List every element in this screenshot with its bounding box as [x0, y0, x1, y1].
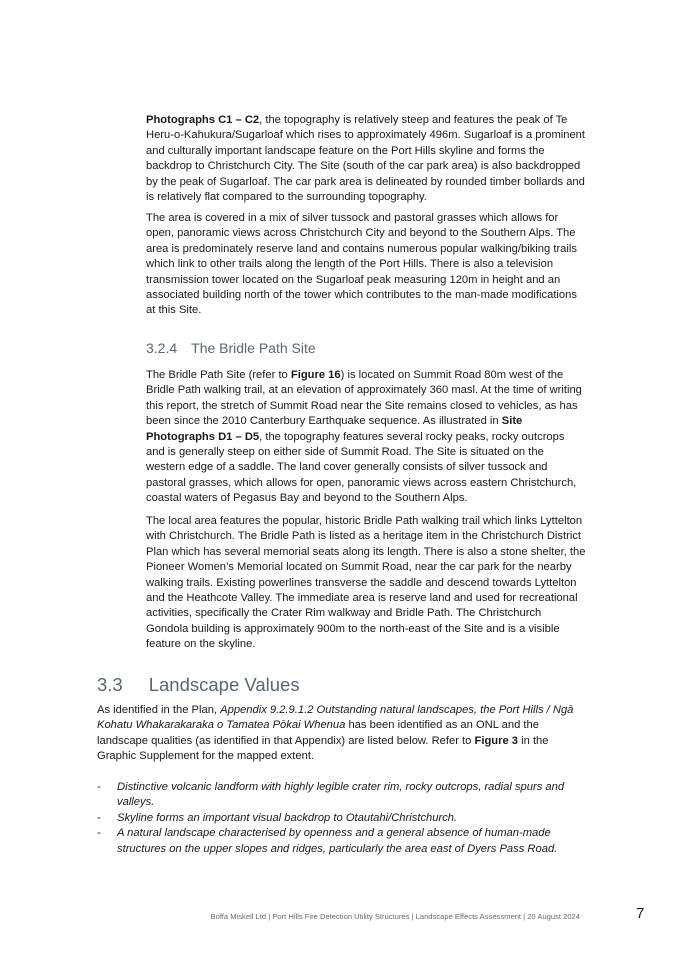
bold-ref: Figure 3 — [474, 734, 519, 747]
list-item — [97, 780, 587, 811]
paragraph-text: , the topography features several rocky peaks, rocky outcrops and is generally steep on either side of Summit Road. The Site is situated on the western edge of a saddle. The land cover generally consists of silver tussock and pastoral grasses, which allows for open, panoramic views across eastern Christchurch, coastal waters of Pegasus Bay and beyond to the Southern Alps. — [146, 430, 577, 505]
italic-ref: Appendix 9.2.9.1.2 Outstanding natural landscapes, the Port Hills / Ngā Kohatu Whakarakaraka o Tamatea Pōkai Whenua — [97, 704, 574, 732]
paragraph-text: , the topography is relatively steep and features the peak of Te Heru-o-Kahukura/Sugarloaf which rises to approximately 496m. Sugarloaf is a prominent and culturally important landscape feature on the Port Hills skyline and forms the backdrop to Christchurch City. The Site (south of the car park area) is also backdropped by the peak of Sugarloaf. The car park area is delineated by rounded timber bollards and is relatively flat compared to the surrounding topography. — [146, 114, 586, 204]
bullet-dash: - — [97, 781, 101, 793]
paragraph-text: in the Graphic Supplement for the mapped extent. — [97, 734, 549, 763]
bullet-dash: - — [97, 827, 101, 840]
subsection-heading — [146, 340, 316, 356]
paragraph-text: The Bridle Path Site (refer to — [146, 369, 291, 381]
page-footer: Boffa Miskell Ltd | Port Hills Fire Detection Utility Structures | Landscape Effects Assessment | 20 August 2024 — [210, 912, 580, 921]
list-item-text: Skyline forms an important visual backdrop to Otautahi/Christchurch. — [117, 811, 458, 824]
paragraph-text: has been identified as an ONL and the landscape qualities (as identified in that Appendix) are listed below. Refer to — [97, 719, 539, 747]
paragraph-bridle-path-site — [146, 368, 586, 507]
list-item-text: A natural landscape characterised by openness and a general absence of human-made structures on the upper slopes and ridges, particularly the area east of Dyers Pass Road. — [117, 827, 558, 855]
subsection-title: The Bridle Path Site — [191, 340, 316, 356]
paragraph-landscape-values — [97, 703, 587, 765]
section-number: 3.3 — [97, 674, 123, 695]
list-item — [97, 826, 587, 857]
landscape-qualities-list — [97, 780, 587, 857]
paragraph-text: ) is located on Summit Road 80m west of the Bridle Path walking trail, at an elevation of approximately 360 masl. At the time of writing this report, the stretch of Summit Road near the Site remains closed to vehicles, as has been since the 2010 Canterbury Earthquake sequence. As illustrated in — [146, 369, 582, 428]
page-number: 7 — [636, 905, 645, 922]
subsection-number: 3.2.4 — [146, 340, 178, 356]
list-item — [97, 811, 587, 826]
paragraph-area-cover: The area is covered in a mix of silver tussock and pastoral grasses which allows for open, panoramic views across Christchurch City and beyond to the Southern Alps. The area is predominately reserve land and contains numerous popular walking/biking trails which link to other trails along the length of the Port Hills. There is also a television transmission tower located on the Sugarloaf peak measuring 120m in height and an associated building north of the tower which contributes to the man-made modifications at this Site. — [146, 212, 577, 317]
list-item-text: Distinctive volcanic landform with highly legible crater rim, rocky outcrops, radial spurs and valleys. — [117, 781, 565, 809]
bullet-dash: - — [97, 811, 101, 824]
section-heading — [97, 674, 300, 696]
bold-ref: Photographs C1 – C2 — [146, 114, 260, 126]
bold-ref: Site Photographs D1 – D5 — [146, 415, 523, 443]
paragraph-local-area: The local area features the popular, historic Bridle Path walking trail which links Lyttelton with Christchurch. The Bridle Path is listed as a heritage item in the Christchurch District Plan which has several memorial seats along its length. There is also a stone shelter, the Pioneer Women’s Memorial located on Summit Road, near the car park for the nearby walking trails. Existing powerlines transverse the saddle and descend towards Lyttelton and the Heathcote Valley. The immediate area is reserve land and used for recreational activities, specifically the Crater Rim walkway and Bridle Path. The Christchurch Gondola building is approximately 900m to the north-east of the Site and is a visible feature on the skyline. — [146, 515, 586, 651]
bold-ref: Figure 16 — [290, 369, 341, 381]
section-title: Landscape Values — [148, 674, 300, 695]
paragraph-photographs-c — [146, 113, 586, 205]
paragraph-text: As identified in the Plan, — [97, 704, 221, 716]
